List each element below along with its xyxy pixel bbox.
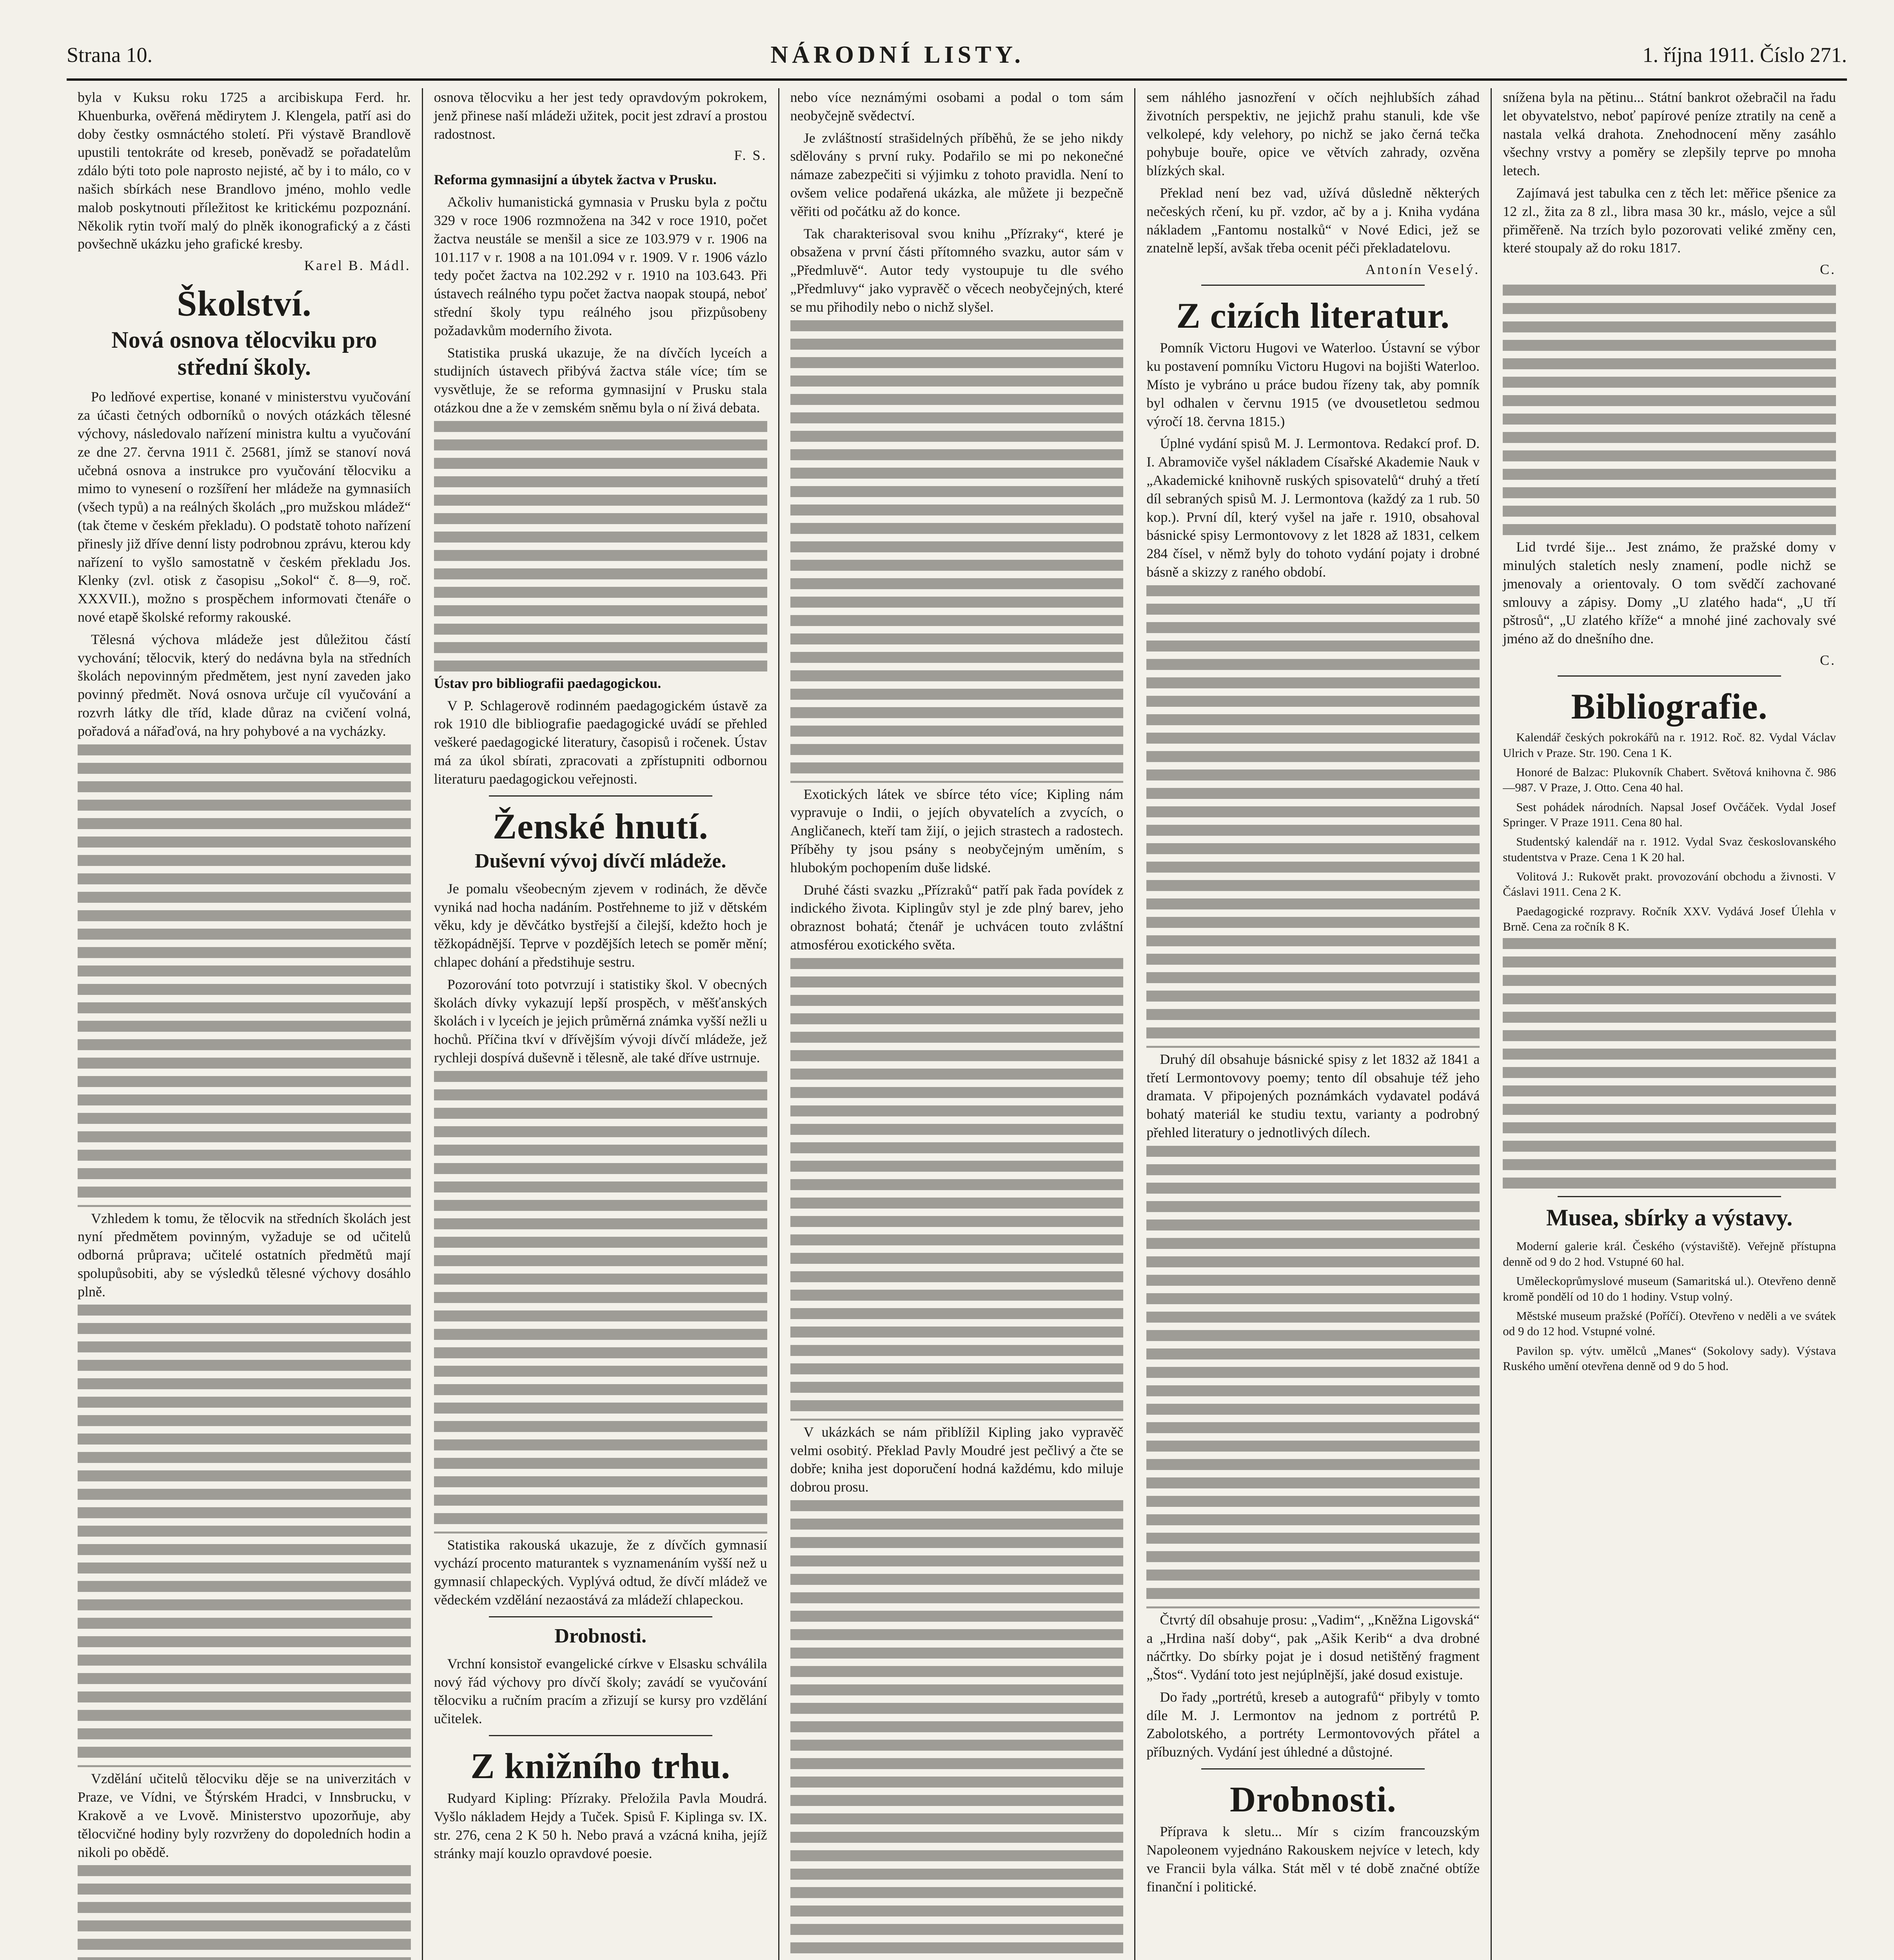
header-rule [67, 78, 1847, 81]
article-text: Druhé části svazku „Přízraků“ patří pak řada povídek z indického života. Kiplingův styl je zde plný barev, jeho obraznost bohatá; čtenář je uchvácen touto zvláštní atmosférou exotického světa. [790, 882, 1124, 953]
listing-entry: Městské museum pražské (Poříčí). Otevřeno v neděli a ve svátek od 9 do 12 hod. Vstupné volné. [1503, 1308, 1836, 1338]
article-text: osnova tělocviku a her jest tedy opravdovým pokrokem, jenž přinese naší mládeži užitek, pocit jest zdraví a prostou radostnost. [434, 89, 767, 142]
divider [1201, 285, 1425, 286]
text-block [1146, 1146, 1480, 1608]
text-block [78, 1865, 411, 1960]
article-subheading: Ústav pro bibliografii paedagogickou. [434, 675, 661, 691]
article-text: Ačkoliv humanistická gymnasia v Prusku byla z počtu 329 v roce 1906 rozmnožena na 342 v roce 1910, počet žactva neustále se menšil a sice ze 103.979 v r. 1906 na 101.117 v r. 1908 a na 101.094 v r. 1909. V r. 1906 vázlo tedy počet žactva na 102.292 v r. 1910 na 103.643. Při ústavech reálného typu počet žactva naopak stoupá, neboť střední školy typu reálného jsou přizpůsobeny požadavkům moderního života. [434, 194, 767, 338]
masthead: NÁRODNÍ LISTY. [770, 41, 1025, 68]
column-3 [779, 88, 1136, 1960]
text-block [434, 421, 767, 672]
author-signature: F. S. [734, 147, 767, 163]
article-text: snížena byla na pětinu... Státní bankrot ožebračil na řadu let obyvatelstvo, neboť papírové peníze ztratily na ceně a nastala velká drahota. Znehodnocení měny zasáhlo všechny vrstvy a poměry se zlepšily teprve po mnoha letech. [1503, 89, 1836, 179]
section-heading-drobnosti: Drobnosti. [1229, 1779, 1396, 1820]
article-text: Rudyard Kipling: Přízraky. Přeložila Pavla Moudrá. Vyšlo nákladem Hejdy a Tuček. Spisů F. Kiplinga sv. IX. str. 276, cena 2 K 50 h. Nebo pravá a vzácná kniha, jejíž stránky mají kouzlo opravdové poesie. [434, 1790, 767, 1861]
text-block [78, 744, 411, 1207]
article-text: Vzdělání učitelů tělocviku děje se na univerzitách v Praze, ve Vídni, ve Štýrském Hradci, v Innsbrucku, v Krakově a ve Lvově. Ministerstvo upozorňuje, aby tělocvičné hodiny byly rozvrženy do dopoledních hodin a nikoli po obědě. [78, 1771, 411, 1860]
section-heading-zenske-hnuti: Ženské hnutí. [492, 806, 708, 846]
divider [1558, 675, 1781, 677]
article-text: Překlad není bez vad, užívá důsledně některých nečeských rčení, ku př. vzdor, ač by a j. Kniha vydána nákladem „Fantomu nostalků“ v Nové Edici, jež se znatelně lepší, avšak třeba ocenit péči překladatelovu. [1146, 185, 1480, 256]
section-heading-knizni-trh: Z knižního trhu. [470, 1746, 731, 1786]
listing-entry: Uměleckoprůmyslové museum (Samaritská ul.). Otevřeno denně kromě pondělí od 10 do 1 hodiny. Vstup volný. [1503, 1274, 1836, 1303]
article-text: Exotických látek ve sbírce této více; Kipling nám vypravuje o Indii, o jejích obyvatelích a zvycích, o Angličanech, kteří tam žijí, o jejich strastech a radostech. Příběhy ty jsou psány s neobyčejným uměním, s hlubokým pochopením duše lidské. [790, 786, 1124, 875]
bibliography-entry: Paedagogické rozpravy. Ročník XXV. Vydává Josef Úlehla v Brně. Cena za ročník 8 K. [1503, 904, 1836, 934]
section-heading-skolstvi: Školství. [176, 283, 312, 324]
article-text: V ukázkách se nám přiblížil Kipling jako vypravěč velmi osobitý. Překlad Pavly Moudré jest pečlivý a čte se dobře; kniha jest doporučení hodná každému, kdo miluje dobrou prosu. [790, 1424, 1124, 1495]
divider [489, 1616, 712, 1617]
article-text: Vzhledem k tomu, že tělocvik na středních školách jest nyní předmětem povinným, vyžaduje se od učitelů odborná průprava; učitelé ostatních předmětů mají spolupůsobiti, aby se výsledků tělesné výchovy dosáhlo plně. [78, 1210, 411, 1299]
divider [1201, 1768, 1425, 1769]
article-title: Duševní vývoj dívčí mládeže. [475, 849, 726, 872]
author-signature: C. [1820, 261, 1836, 278]
columns [67, 88, 1847, 1960]
article-text: byla v Kuksu roku 1725 a arcibiskupa Ferd. hr. Khuenburka, ověřená mědirytem J. Klengela, patří asi do doby čestky osmnáctého století. Při výstavě Brandlově upustili tentokráte od kreseb, poněvadž se pořadatelům zdálo býti toto pole naprosto nejisté, ač by i to málo, co v našich sbírkách nese Brandlovo jméno, mohlo vedle malob poskytnouti příležitost ke kritickému pozpoznání. Několik rytin tvoří malý do plněk ikonografický a z části povšechně ukázku jeho grafické kresby. [78, 89, 411, 252]
article-title: Nová osnova tělocviku pro střední školy. [111, 327, 377, 380]
article-text: nebo více neznámými osobami a podal o tom sám neobyčejně svědectví. [790, 89, 1124, 123]
column-4 [1135, 88, 1492, 1960]
section-heading-drobnosti: Drobnosti. [554, 1624, 646, 1647]
column-5 [1492, 88, 1847, 1960]
section-heading-bibliografie: Bibliografie. [1571, 686, 1768, 726]
text-block [1503, 285, 1836, 535]
article-text: Pozorování toto potvrzují i statistiky škol. V obecných školách dívky vykazují lepší prospěch, v měšťanských školách i v lyceích je jejich průměrná známka vyšší nežli u hochů. Příčina tkví v dřívějším vývoji dívčí mládeže, jež rychleji dospívá duševně i tělesně, ale také dříve ustrnuje. [434, 976, 767, 1065]
article-text: Příprava k sletu... Mír s cizím francouzským Napoleonem vyjednáno Rakouskem nejvíce v letech, kdy ve Francii byla válka. Stát měl v té době značné obtíže finanční i politické. [1146, 1824, 1480, 1895]
page-number: Strana 10. [67, 43, 153, 67]
article-text: Lid tvrdé šije... Jest známo, že pražské domy v minulých staletích nesly znamení, podle nichž se jmenovaly a orientovaly. O tom svědčí zachované smlouvy a zápisy. Domy „U zlatého hada“, „U tří pštrosů“, „U zlatého kříže“ a mnohé jiné zachovaly své jméno až do dnešního dne. [1503, 539, 1836, 647]
text-block [790, 320, 1124, 783]
section-heading-musea: Musea, sbírky a výstavy. [1546, 1205, 1793, 1231]
article-text: Je pomalu všeobecným zjevem v rodinách, že děvče vyniká nad hocha nadáním. Postřehneme to již v dětském věku, kdy je děvčátko bystřejší a čilejší, kdežto hoch je těžkopádnější. Teprve v pozdějších letech se poměr mění; chlapec dohání a předstihuje sestru. [434, 880, 767, 970]
divider [489, 795, 712, 797]
bibliography-entry: Kalendář českých pokrokářů na r. 1912. Roč. 82. Vydal Václav Ulrich v Praze. Str. 190. Cena 1 K. [1503, 730, 1836, 760]
article-text: Zajímavá jest tabulka cen z těch let: měřice pšenice za 12 zl., žita za 8 zl., libra masa 30 kr., máslo, vejce a sůl přiměřeně. Na trzích bylo pozorovati veliké změny cen, které stoupaly až do roku 1817. [1503, 185, 1836, 256]
text-block [790, 1500, 1124, 1960]
article-text: Statistika pruská ukazuje, že na dívčích lyceích a studijních ústavech přibývá žactva stále více; tím se vysvětluje, že se reforma gymnasijní v Prusku stala otázkou dne a že v zemském sněmu byla o ní živá debata. [434, 345, 767, 416]
page-header [67, 37, 1847, 73]
divider [1558, 1196, 1781, 1197]
text-block [1503, 938, 1836, 1189]
article-text: Úplné vydání spisů M. J. Lermontova. Redakcí prof. D. I. Abramoviče vyšel nákladem Císařské Akademie Nauk v „Akademické knihovně ruských spisovatelů“ druhý a třetí díl sebraných spisů M. J. Lermontova (každý za 1 rub. 50 kop.). První díl, který vyšel na jaře r. 1910, obsahoval básnické spisy Lermontovovy z let 1828 až 1831, celkem 284 čísel, v němž byly do tohoto vydání pojaty i drobné básně a skizzy z raného období. [1146, 436, 1480, 580]
divider [489, 1735, 712, 1736]
text-block [78, 1305, 411, 1767]
text-block [434, 1071, 767, 1534]
article-text: Druhý díl obsahuje básnické spisy z let 1832 až 1841 a třetí Lermontovovy poemy; tento díl obsahuje též jeho dramata. V připojených poznámkách vydavatel podává bohatý materiál ke studiu textu, varianty a podrobný přehled literatury o jednotlivých dílech. [1146, 1051, 1480, 1140]
bibliography-entry: Volitová J.: Rukovět prakt. provozování obchodu a živnosti. V Čáslavi 1911. Cena 2 K. [1503, 869, 1836, 899]
article-text: Vrchní konsistoř evangelické církve v Elsasku schválila nový řád výchovy pro dívčí školy; zavádí se vyučování tělocviku a ručním pracím a zřizují se kursy pro vzdělání učitelek. [434, 1655, 767, 1727]
article-text: Do řady „portrétů, kreseb a autografů“ přibyly v tomto díle M. J. Lermontov na jednom z portrétů P. Zabolotského, a portréty Lermontovových přátel a příbuzných. Vydání jest úhledné a důstojné. [1146, 1689, 1480, 1760]
article-text: Tělesná výchova mládeže jest důležitou částí vychování; tělocvik, který do nedávna byla na středních školách nepovinným předmětem, jest nyní zaveden jako povinný předmět. Nová osnova určuje cíl vyučování a rozvrh látky dle tříd, klade důraz na cvičení volná, pořadová a nářaďová, na hry pohybové a na vycházky. [78, 631, 411, 739]
article-text: V P. Schlagerově rodinném paedagogickém ústavě za rok 1910 dle bibliografie paedagogické uvádí se přehled veškeré paedagogické literatury, časopisů i ročenek. Ústav má za úkol sbírati, zpracovati a zpřístupniti odbornou literaturu paedagogickou veřejnosti. [434, 697, 767, 787]
section-heading-z-cizich-literatur: Z cizích literatur. [1176, 296, 1450, 336]
article-text: Statistika rakouská ukazuje, že z dívčích gymnasií vychází procento maturantek s vyznamenáním vyšší než u gymnasií chlapeckých. Vyplývá odtud, že dívčí mládež ve vědeckém vzdělání nezaostává za mládeží chlapeckou. [434, 1537, 767, 1608]
issue-date: 1. října 1911. Číslo 271. [1642, 43, 1847, 67]
article-text: sem náhlého jasnozření v očích nejhlubších záhad životních perspektiv, ne jejichž prahu stanuli, kde vše velkolepé, kdy velehory, po nichž se jako černá tečka pohybuje bouře, opice ve větvích zahrady, ozvěna blízkých skal. [1146, 89, 1480, 179]
column-2 [423, 88, 779, 1960]
article-text: Tak charakterisoval svou knihu „Přízraky“, které je obsažena v první části přítomného svazku, autor sám v „Předmluvě“. Autor tedy vystoupuje tu dle svého „Předmluvy“ jako vypravěč o věcech neobyčejných, které se mu přihodily nebo o nichž slyšel. [790, 225, 1124, 315]
article-text: Po ledňové expertise, konané v ministerstvu vyučování za účasti četných odborníků o nových otázkách tělesné výchovy, následovalo nařízení ministra kultu a vyučování ze dne 27. června 1911 č. 25681, jímž se stanoví nová učebná osnova a instrukce pro vyučování tělocviku a mimo to vynesení o rozšíření her mládeže na gymnasiích (všech typů) a na reálných školách „pro mužskou mládež“ (tak čteme v českém překladu). O podstatě tohoto nařízení přinesly již dříve denní listy podrobnou zprávu, kterou kdy nařízení to vyšlo samostatně v českém překladu Jos. Klenky (zvl. otisk z časopisu „Sokol“ č. 8—9, roč. XXXVII.), možno s prospěchem informovati čtenáře o nové etapě školské reformy rakouské. [78, 389, 411, 625]
bibliography-entry: Studentský kalendář na r. 1912. Vydal Svaz českoslovanského studentstva v Praze. Cena 1 K 20 hal. [1503, 835, 1836, 864]
author-signature: Karel B. Mádl. [304, 258, 411, 274]
article-text: Čtvrtý díl obsahuje prosu: „Vadim“, „Kněžna Ligovská“ a „Hrdina naší doby“, pak „Ašik Kerib“ a dva drobné náčrtky. Do sbírky pojat je i dosud netištěný fragment „Štos“. Vydání toto jest nejúplnější, jaké dosud existuje. [1146, 1612, 1480, 1683]
article-subheading: Reforma gymnasijní a úbytek žactva v Prusku. [434, 172, 717, 188]
text-block [1146, 585, 1480, 1048]
author-signature: Antonín Veselý. [1365, 261, 1480, 278]
bibliography-entry: Sest pohádek národních. Napsal Josef Ovčáček. Vydal Josef Springer. V Praze 1911. Cena 80 hal. [1503, 800, 1836, 829]
author-signature: C. [1820, 652, 1836, 668]
bibliography-entry: Honoré de Balzac: Plukovník Chabert. Světová knihovna č. 986—987. V Praze, J. Otto. Cena 40 hal. [1503, 765, 1836, 795]
article-text: Je zvláštností strašidelných příběhů, že se jeho nikdy sdělovány s první ruky. Podařilo se mi po nekonečné námaze zabezpečiti si výjimku z tohoto pravidla. Není to ovšem velice podařená ukázka, ale můžete ji bezpečně věřiti od počátku až do konce. [790, 130, 1124, 219]
listing-entry: Pavilon sp. výtv. umělců „Manes“ (Sokolovy sady). Výstava Ruského umění otevřena denně od 9 do 5 hod. [1503, 1343, 1836, 1373]
listing-entry: Moderní galerie král. Českého (výstaviště). Veřejně přístupna denně od 9 do 2 hod. Vstupné 60 hal. [1503, 1239, 1836, 1269]
column-1 [67, 88, 423, 1960]
article-text: Pomník Victoru Hugovi ve Waterloo. Ústavní se výbor ku postavení pomníku Victoru Hugovi na bojišti Waterloo. Místo je vybráno u práce budou řízeny tak, aby pomník byl odhalen v červnu 1915 (ve dvousetletou sedmou výročí 18. června 1815.) [1146, 340, 1480, 429]
text-block [790, 958, 1124, 1421]
